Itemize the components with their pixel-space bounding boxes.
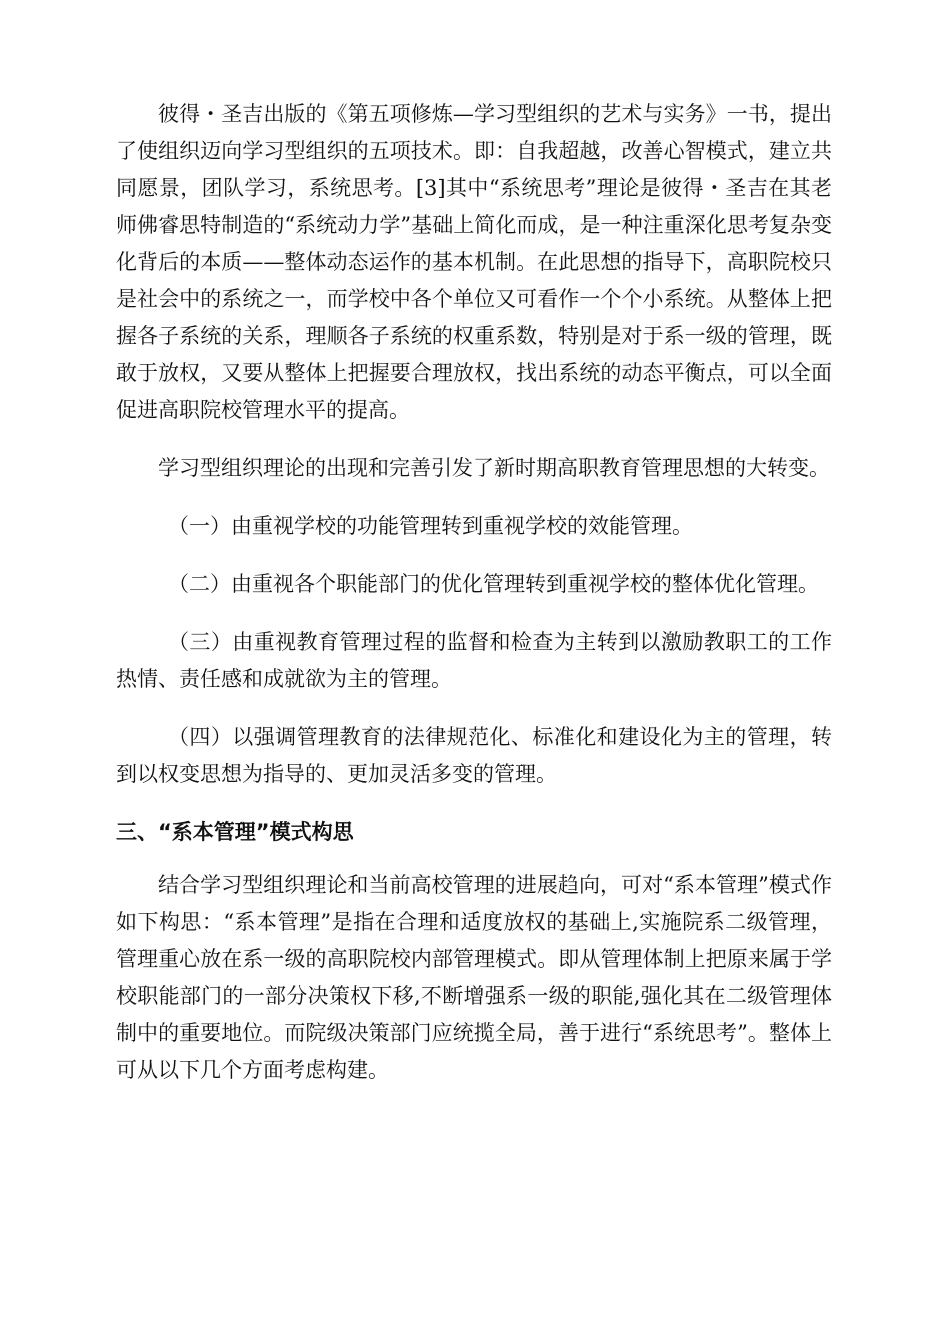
paragraph-management-shift: 学习型组织理论的出现和完善引发了新时期高职教育管理思想的大转变。: [158, 456, 830, 480]
section-heading: 三、“系本管理”模式构思: [116, 820, 354, 844]
list-item-3: （三）由重视教育管理过程的监督和检查为主转到以激励教职工的工作热情、责任感和成就欲为主的管理。: [116, 630, 832, 691]
list-item-2: （二）由重视各个职能部门的优化管理转到重视学校的整体优化管理。: [168, 572, 819, 596]
document-page: [116, 96, 832, 1110]
paragraph-learning-organization: 彼得・圣吉出版的《第五项修炼—学习型组织的艺术与实务》一书，提出了使组织迈向学习型组织的五项技术。即：自我超越，改善心智模式，建立共同愿景，团队学习，系统思考。[3]其中“系统思考”理论是彼得・圣吉在其老师佛睿思特制造的“系统动力学”基础上简化而成，是一种注重深化思考复杂变化背后的本质——整体动态运作的基本机制。在此思想的指导下，高职院校只是社会中的系统之一，而学校中各个单位又可看作一个个小系统。从整体上把握各子系统的关系，理顺各子系统的权重系数，特别是对于系一级的管理，既敢于放权，又要从整体上把握要合理放权，找出系统的动态平衡点，可以全面促进高职院校管理水平的提高。: [116, 102, 832, 422]
paragraph-section-body: 结合学习型组织理论和当前高校管理的进展趋向，可对“系本管理”模式作如下构思：“系本管理”是指在合理和适度放权的基础上,实施院系二级管理，管理重心放在系一级的高职院校内部管理模式。即从管理体制上把原来属于学校职能部门的一部分决策权下移,不断增强系一级的职能,强化其在二级管理体制中的重要地位。而院级决策部门应统揽全局，善于进行“系统思考”。整体上可从以下几个方面考虑构建。: [116, 873, 832, 1082]
list-item-1: （一）由重视学校的功能管理转到重视学校的效能管理。: [168, 514, 693, 538]
list-item-4: （四）以强调管理教育的法律规范化、标准化和建设化为主的管理，转到以权变思想为指导的、更加灵活多变的管理。: [116, 725, 832, 786]
